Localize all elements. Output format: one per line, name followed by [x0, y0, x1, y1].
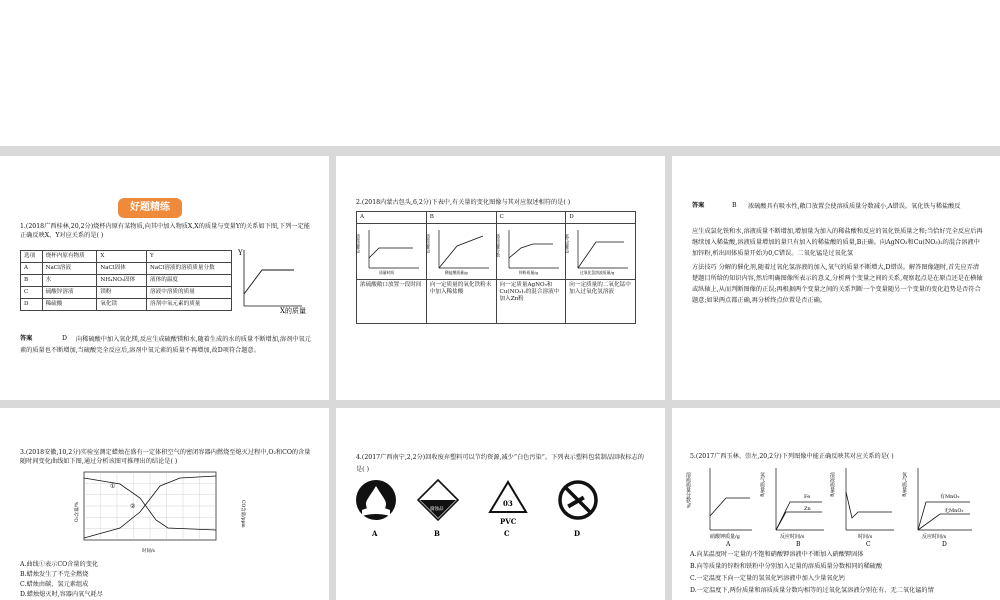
graph-c-ylabel: 溶质质量分数: [496, 234, 501, 257]
table-cell: 氧化镁: [97, 299, 147, 311]
slide-question-3[interactable]: [0, 408, 329, 600]
table-cell: 稀硫酸: [42, 299, 97, 311]
question-1-text: 1.(2018广西桂林,20,2分)烧杯内原有某物质,向其中加入物质X,X的质量与变量Y的关系如下图,下列一定能正确反映X、Y对应关系的是( ): [20, 223, 310, 239]
graph-b-ylabel: 氢气质量/g: [759, 472, 765, 497]
graph-c-xlabel: 锌粉质量/g: [518, 270, 538, 275]
table-cell: 镁粉: [97, 287, 147, 299]
slide-question-5[interactable]: [672, 408, 1000, 600]
chart-y2-label: CO含量/ppm: [240, 500, 245, 528]
col-c-head: C: [496, 212, 566, 224]
graph-c-xlabel: 时间/s: [858, 534, 873, 540]
slide-question-1[interactable]: [0, 156, 329, 400]
graph-a-xlabel: 硝酸钾质量/g: [710, 534, 740, 540]
option-d: D.蜡烛熄灭时,容器内氧气耗尽: [20, 591, 103, 598]
table-cell: NH₄NO₃固体: [97, 275, 147, 287]
graph-c: [829, 468, 894, 548]
desc-d: 向一定质量的二氧化锰中加入过氧化氢溶液: [566, 280, 636, 324]
graph-x-label: X的质量: [280, 307, 306, 315]
table-row: [21, 287, 232, 299]
curve-1-label: ①: [110, 483, 116, 490]
answer-label: 答案: [20, 335, 33, 342]
table-cell: C: [21, 287, 43, 299]
section-banner: 好题精练: [118, 198, 182, 218]
graph-b-fe: Fe: [804, 494, 811, 500]
label-b: B: [434, 529, 440, 538]
chart-x-label: 时间/s: [142, 549, 155, 554]
graph-c-cell: [496, 224, 566, 280]
table-cell: 硫酸锌溶液: [42, 287, 97, 299]
question-2-table: [356, 211, 636, 324]
graph-c-ylabel: 溶液质量/g: [829, 472, 835, 497]
graph-y-label: Y: [238, 249, 243, 257]
graph-d-xlabel: 反应时间/s: [922, 534, 947, 540]
slide-answer-2[interactable]: [672, 156, 1000, 400]
question-1-table: [20, 250, 232, 311]
table-cell: 烧杯内原有物质: [42, 251, 97, 263]
table-header-row: [21, 251, 232, 263]
question-5-graphs: [686, 462, 986, 546]
graph-a-ylabel: 溶质质量分数/%: [685, 472, 691, 509]
option-c: C.蜡烛由碳、氢元素组成: [20, 581, 89, 588]
graph-b-ylabel: 溶液质量/g: [426, 234, 432, 253]
table-cell: Y: [147, 251, 232, 263]
col-d-head: D: [566, 212, 636, 224]
chart-y-label: O₂含量/%: [75, 501, 80, 522]
recycle-number: 03: [503, 499, 513, 508]
graph-b-zn: Zn: [804, 506, 811, 512]
blank-header-area: [0, 0, 1000, 146]
graph-a-ylabel: 溶液质量/g: [356, 234, 362, 253]
option-a: A.向某温度时一定量的不饱和硝酸钾溶液中不断加入硝酸钾固体: [690, 551, 864, 558]
col-b-head: B: [426, 212, 496, 224]
table-cell: 水: [42, 275, 97, 287]
option-a: A.曲线①表示CO含量的变化: [20, 561, 99, 568]
question-5-text: 5.(2017广西玉林、崇左,20,2分)下列图像中能正确反映其对应关系的是( ): [690, 453, 894, 460]
graph-b: [759, 468, 824, 548]
table-row: [21, 263, 232, 275]
table-cell: A: [21, 263, 43, 275]
graph-a-xlabel: 质量时间: [379, 270, 395, 275]
option-b: B.蜡烛发生了不完全燃烧: [20, 571, 89, 578]
table-cell: D: [21, 299, 43, 311]
graph-b-xlabel: 稀盐酸质量/g: [444, 270, 468, 275]
recycle-symbols: [352, 478, 632, 542]
graph-d: [901, 468, 972, 548]
o2-co-chart: [60, 468, 245, 554]
option-b: B.向等质量的锌粉和铁粉中分别加入足量的溶质质量分数相同的稀硫酸: [690, 563, 883, 570]
slide-question-2[interactable]: [336, 156, 665, 400]
question-4-text: 4.(2017广西南宁,2,2分)回收废弃塑料可以节约资源,减少“白色污染”。下列表示塑料包装制品回收标志的是( ): [356, 454, 644, 473]
option-d: D.一定温度下,两份质量和溶质质量分数均相等的过氧化氢溶液分别在有、无二氧化锰的情: [690, 587, 934, 594]
graph-b-cell: [426, 224, 496, 280]
table-cell: X: [97, 251, 147, 263]
graph-a: [685, 468, 752, 548]
recycle-material: PVC: [500, 517, 517, 526]
corrosive-icon: [418, 480, 458, 520]
graph-d-ylabel: 氧气质量/g: [565, 234, 571, 253]
answer-label: 答案: [692, 202, 705, 209]
table-cell: NaCl溶液: [42, 263, 97, 275]
method-tip: 方法技巧 分解的催化剂,随着过氧化氢溶液的加入,氧气的质量不断增大,D错误。解答图像题时,首先应弄清楚题目所给的知识内容,然后明确图像所表示的意义,分析两个变量之间的关系,观察起点是在原点还是在横轴或纵轴上,从而判断图像的正误;再根据两个变量之间的关系判断一个变量随另一个变量的变化趋势是否符合题意;如果两点都正确,再分析终点位置是否正确。: [692, 264, 983, 304]
question-2-text: 2.(2018内蒙古包头,6,2分)下表中,有关量的变化图像与其对应叙述相符的是( ): [356, 199, 571, 206]
graph-d-cell: [566, 224, 636, 280]
graph-c-label: C: [866, 541, 871, 548]
table-cell: B: [21, 275, 43, 287]
answer-line-1: 浓硫酸具有吸水性,敞口放置会使溶质质量分数减小,A错误。氧化铁与稀盐酸反: [748, 203, 961, 210]
plastic-recycle-icon: [490, 482, 526, 526]
graph-d-without-mno2: 无MnO₂: [944, 508, 964, 514]
graph-d-label: D: [942, 541, 947, 548]
col-a-head: A: [357, 212, 427, 224]
graph-d-with-mno2: 有MnO₂: [940, 494, 960, 500]
question-1-graph: [236, 246, 316, 314]
label-a: A: [372, 529, 378, 538]
answer-letter: B: [732, 202, 737, 209]
graph-b-label: B: [796, 541, 801, 548]
table-cell: NaCl固体: [97, 263, 147, 275]
answer-line-2: 应生成氯化铁和水,溶液质量不断增加,增加量为加入的稀盐酸和反应的氧化铁质量之和;当恰好完全反应后再继续加入稀盐酸,溶液质量增加的量只有加入的稀盐酸的质量,B正确。向AgNO₃和Cu(NO₃)₂的混合溶液中加锌粉,析出固体质量开始为0,C错误。二氧化锰是过氧化氢: [692, 228, 983, 257]
desc-a: 浓硫酸敞口放置一段时间: [357, 280, 427, 324]
corrosive-text: 腐蚀品: [430, 507, 444, 512]
table-cell: 溶剂中氧元素的质量: [147, 299, 232, 311]
question-3-text: 3.(2018安徽,10,2分)实验室测定蜡烛在盛有一定体积空气的密闭容器内燃烧至熄灭过程中,O₂和CO的含量随时间变化曲线如下图,通过分析该图可推理出的结论是( ): [20, 449, 311, 465]
answer-explanation: 向稀硫酸中加入氧化镁,反应生成硫酸镁和水,随着生成的水的质量不断增加,溶剂中氧元素的质量也不断增加,当硫酸完全反应后,溶剂中氧元素的质量不再增加,故D项符合题意。: [20, 336, 311, 354]
label-c: C: [504, 529, 510, 538]
curve-2-label: ②: [130, 503, 136, 510]
table-row: [21, 299, 232, 311]
graph-a-cell: [357, 224, 427, 280]
desc-c: 向一定质量AgNO₃和Cu(NO₃)₂的混合溶液中加入Zn粉: [496, 280, 566, 324]
water-saving-icon: [356, 480, 396, 520]
label-d: D: [574, 529, 581, 538]
graph-d-xlabel: 过氧化氢溶液质量/g: [580, 270, 615, 275]
table-cell: 溶液中溶质的质量: [147, 287, 232, 299]
table-cell: 液体的温度: [147, 275, 232, 287]
table-cell: 选项: [21, 251, 43, 263]
graph-d-ylabel: 氧气质量/g: [901, 472, 907, 497]
slide-question-4[interactable]: [336, 408, 665, 600]
desc-b: 向一定质量的氧化铁粉末中加入稀盐酸: [426, 280, 496, 324]
graph-a-label: A: [726, 541, 731, 548]
table-cell: NaCl溶液的溶质质量分数: [147, 263, 232, 275]
answer-letter: D: [62, 335, 67, 342]
no-smoking-icon: [560, 482, 596, 518]
table-row: [21, 275, 232, 287]
graph-b-xlabel: 反应时间/s: [780, 534, 805, 540]
option-c: C.一定温度下向一定量的氢氧化钙溶液中加入少量氧化钙: [690, 575, 845, 582]
